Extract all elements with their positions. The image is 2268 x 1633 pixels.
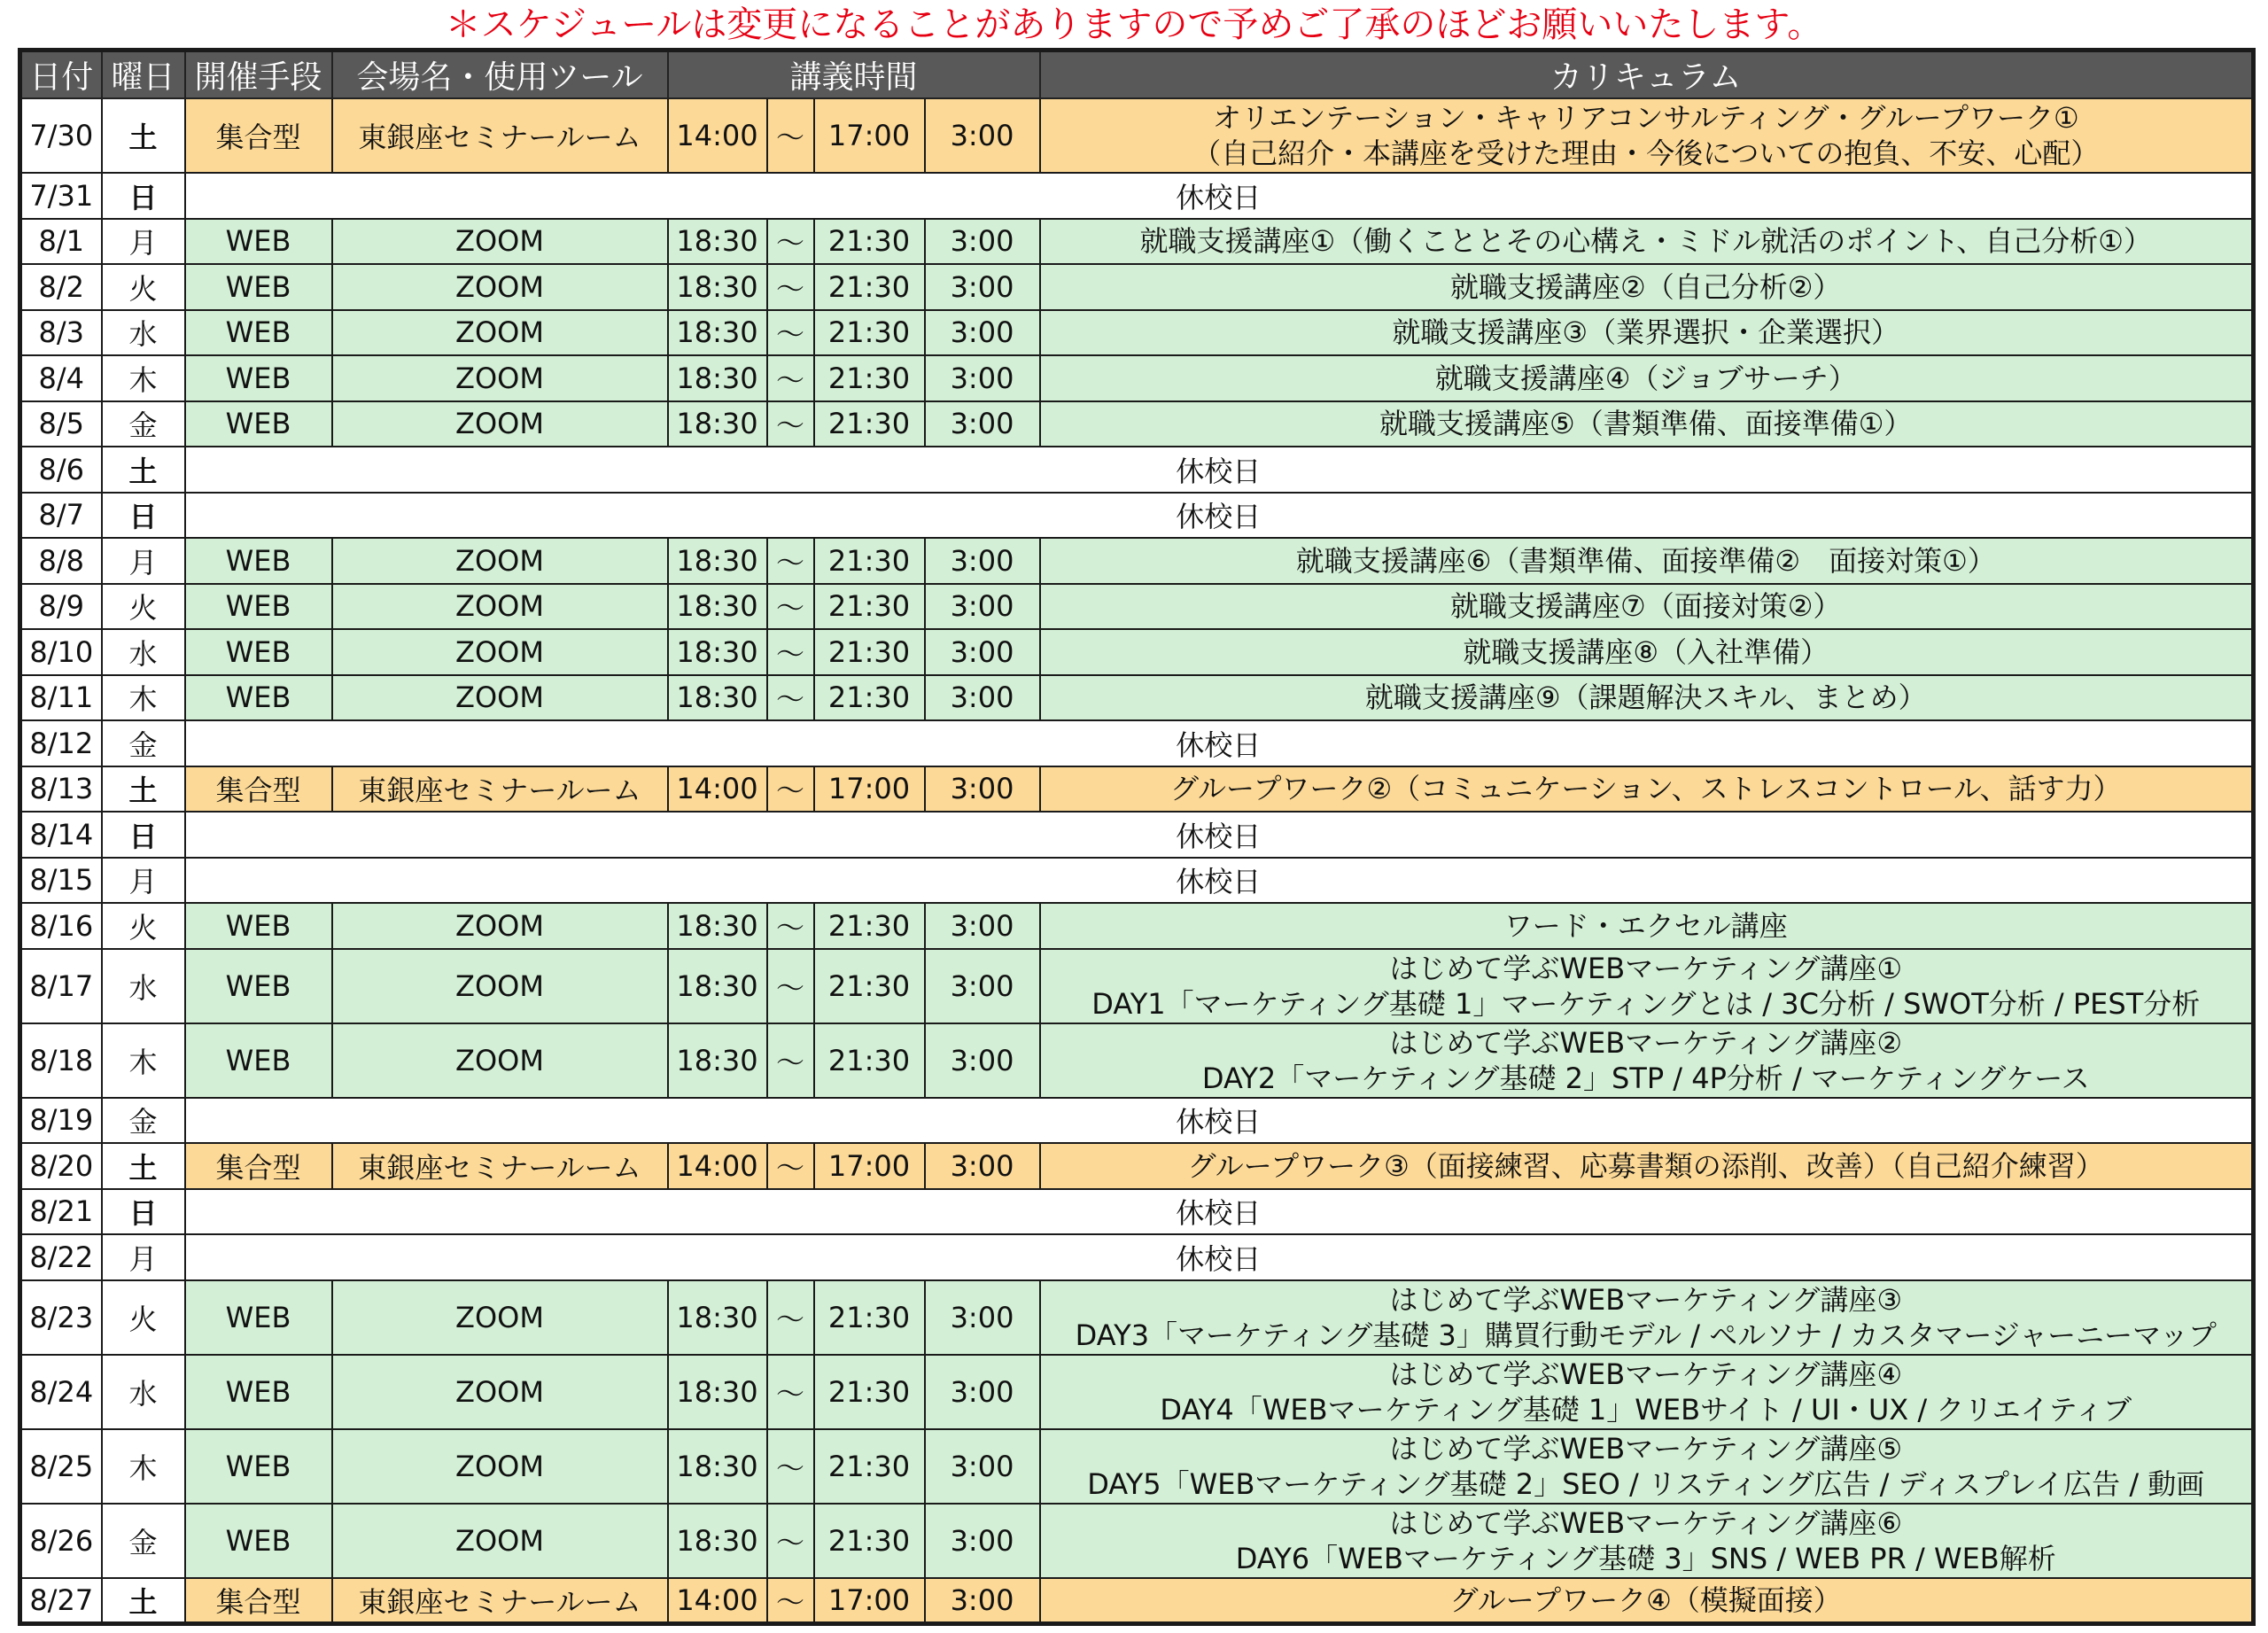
curriculum-line: DAY5「WEBマーケティング基礎 2」SEO / リスティング広告 / ディスプレイ広告 / 動画 <box>1087 1466 2205 1501</box>
weekday-cell: 木 <box>102 675 185 721</box>
curriculum-cell <box>1040 949 2254 1023</box>
time-separator: ～ <box>767 98 814 173</box>
duration-cell: 3:00 <box>925 766 1040 813</box>
curriculum-line: 就職支援講座②（自己分析②） <box>1450 269 1842 304</box>
end-time-cell: 21:30 <box>814 1355 925 1429</box>
schedule-row <box>20 98 2254 173</box>
duration-cell: 3:00 <box>925 401 1040 447</box>
start-time-cell: 14:00 <box>668 766 767 813</box>
duration-cell: 3:00 <box>925 1280 1040 1355</box>
venue-cell: 東銀座セミナールーム <box>332 766 668 813</box>
weekday-cell: 金 <box>102 720 185 766</box>
curriculum-cell <box>1040 98 2254 173</box>
end-time-cell: 17:00 <box>814 98 925 173</box>
date-cell: 8/7 <box>20 493 102 539</box>
schedule-rows <box>20 98 2254 1623</box>
start-time-cell: 18:30 <box>668 1023 767 1098</box>
schedule-row <box>20 1280 2254 1355</box>
start-time-cell: 18:30 <box>668 584 767 630</box>
curriculum-line: はじめて学ぶWEBマーケティング講座④ <box>1389 1357 1903 1391</box>
venue-cell: ZOOM <box>332 675 668 721</box>
time-separator: ～ <box>767 903 814 949</box>
date-cell: 8/20 <box>20 1143 102 1189</box>
curriculum-line: 就職支援講座⑧（入社準備） <box>1463 634 1829 669</box>
date-cell: 8/3 <box>20 310 102 356</box>
start-time-cell: 18:30 <box>668 264 767 310</box>
start-time-cell: 18:30 <box>668 629 767 675</box>
holiday-cell: 休校日 <box>185 173 2254 219</box>
end-time-cell: 21:30 <box>814 675 925 721</box>
header-row <box>20 51 2254 99</box>
date-cell: 8/19 <box>20 1098 102 1144</box>
weekday-cell: 土 <box>102 98 185 173</box>
end-time-cell: 21:30 <box>814 355 925 401</box>
schedule-row <box>20 447 2254 493</box>
holiday-cell: 休校日 <box>185 1234 2254 1280</box>
curriculum-line: 就職支援講座④（ジョブサーチ） <box>1434 361 1857 395</box>
date-cell: 8/26 <box>20 1504 102 1578</box>
curriculum-cell <box>1040 1280 2254 1355</box>
time-separator: ～ <box>767 1355 814 1429</box>
date-cell: 8/1 <box>20 219 102 265</box>
curriculum-line: はじめて学ぶWEBマーケティング講座② <box>1389 1025 1903 1060</box>
weekday-cell: 日 <box>102 493 185 539</box>
start-time-cell: 18:30 <box>668 538 767 584</box>
schedule-row <box>20 1189 2254 1235</box>
end-time-cell: 17:00 <box>814 1578 925 1624</box>
date-cell: 7/31 <box>20 173 102 219</box>
start-time-cell: 18:30 <box>668 675 767 721</box>
date-cell: 8/4 <box>20 355 102 401</box>
holiday-cell: 休校日 <box>185 858 2254 904</box>
venue-cell: ZOOM <box>332 949 668 1023</box>
time-separator: ～ <box>767 1429 814 1504</box>
curriculum-line: （自己紹介・本講座を受けた理由・今後についての抱負、不安、心配） <box>1192 136 2100 170</box>
header-time: 講義時間 <box>668 51 1040 99</box>
end-time-cell: 21:30 <box>814 1280 925 1355</box>
curriculum-cell <box>1040 1023 2254 1098</box>
start-time-cell: 18:30 <box>668 355 767 401</box>
schedule-row <box>20 173 2254 219</box>
date-cell: 8/15 <box>20 858 102 904</box>
curriculum-cell <box>1040 538 2254 584</box>
duration-cell: 3:00 <box>925 1143 1040 1189</box>
method-cell: WEB <box>185 219 332 265</box>
schedule-row <box>20 720 2254 766</box>
curriculum-cell <box>1040 219 2254 265</box>
weekday-cell: 土 <box>102 1143 185 1189</box>
curriculum-line: オリエンテーション・キャリアコンサルティング・グループワーク① <box>1212 101 2079 135</box>
start-time-cell: 18:30 <box>668 219 767 265</box>
start-time-cell: 18:30 <box>668 1280 767 1355</box>
start-time-cell: 18:30 <box>668 903 767 949</box>
holiday-cell: 休校日 <box>185 493 2254 539</box>
start-time-cell: 18:30 <box>668 310 767 356</box>
curriculum-line: グループワーク④（模擬面接） <box>1449 1582 1842 1617</box>
schedule-row <box>20 766 2254 813</box>
curriculum-cell <box>1040 629 2254 675</box>
date-cell: 8/14 <box>20 812 102 858</box>
date-cell: 8/27 <box>20 1578 102 1624</box>
time-separator: ～ <box>767 310 814 356</box>
end-time-cell: 21:30 <box>814 1504 925 1578</box>
schedule-table <box>18 48 2256 1626</box>
venue-cell: ZOOM <box>332 264 668 310</box>
duration-cell: 3:00 <box>925 1355 1040 1429</box>
weekday-cell: 日 <box>102 812 185 858</box>
date-cell: 8/24 <box>20 1355 102 1429</box>
schedule-row <box>20 1023 2254 1098</box>
curriculum-cell <box>1040 675 2254 721</box>
header-venue: 会場名・使用ツール <box>332 51 668 99</box>
curriculum-line: 就職支援講座③（業界選択・企業選択） <box>1392 315 1900 350</box>
start-time-cell: 18:30 <box>668 401 767 447</box>
end-time-cell: 17:00 <box>814 1143 925 1189</box>
method-cell: WEB <box>185 1280 332 1355</box>
date-cell: 8/21 <box>20 1189 102 1235</box>
time-separator: ～ <box>767 355 814 401</box>
curriculum-cell <box>1040 1143 2254 1189</box>
venue-cell: ZOOM <box>332 401 668 447</box>
schedule-row <box>20 1098 2254 1144</box>
venue-cell: ZOOM <box>332 1023 668 1098</box>
start-time-cell: 14:00 <box>668 98 767 173</box>
schedule-row <box>20 493 2254 539</box>
weekday-cell: 日 <box>102 1189 185 1235</box>
duration-cell: 3:00 <box>925 949 1040 1023</box>
duration-cell: 3:00 <box>925 264 1040 310</box>
curriculum-line: グループワーク②（コミュニケーション、ストレスコントロール、話す力） <box>1170 772 2122 806</box>
curriculum-cell <box>1040 584 2254 630</box>
venue-cell: 東銀座セミナールーム <box>332 1578 668 1624</box>
weekday-cell: 月 <box>102 219 185 265</box>
time-separator: ～ <box>767 264 814 310</box>
duration-cell: 3:00 <box>925 1429 1040 1504</box>
date-cell: 8/12 <box>20 720 102 766</box>
date-cell: 7/30 <box>20 98 102 173</box>
schedule-row <box>20 264 2254 310</box>
schedule-row <box>20 812 2254 858</box>
date-cell: 8/22 <box>20 1234 102 1280</box>
curriculum-line: DAY3「マーケティング基礎 3」購買行動モデル / ペルソナ / カスタマージャーニーマップ <box>1075 1318 2217 1352</box>
start-time-cell: 18:30 <box>668 1429 767 1504</box>
curriculum-cell <box>1040 903 2254 949</box>
method-cell: WEB <box>185 538 332 584</box>
venue-cell: ZOOM <box>332 1355 668 1429</box>
start-time-cell: 18:30 <box>668 1504 767 1578</box>
schedule-row <box>20 310 2254 356</box>
start-time-cell: 18:30 <box>668 949 767 1023</box>
time-separator: ～ <box>767 949 814 1023</box>
curriculum-line: DAY1「マーケティング基礎 1」マーケティングとは / 3C分析 / SWOT分析 / PEST分析 <box>1091 986 2201 1021</box>
method-cell: 集合型 <box>185 1143 332 1189</box>
start-time-cell: 18:30 <box>668 1355 767 1429</box>
weekday-cell: 月 <box>102 858 185 904</box>
weekday-cell: 土 <box>102 447 185 493</box>
weekday-cell: 金 <box>102 401 185 447</box>
time-separator: ～ <box>767 675 814 721</box>
header-weekday: 曜日 <box>102 51 185 99</box>
schedule-row <box>20 1429 2254 1504</box>
curriculum-cell <box>1040 1504 2254 1578</box>
schedule-row <box>20 858 2254 904</box>
weekday-cell: 水 <box>102 1355 185 1429</box>
method-cell: 集合型 <box>185 1578 332 1624</box>
duration-cell: 3:00 <box>925 629 1040 675</box>
schedule-row <box>20 949 2254 1023</box>
schedule-row <box>20 1504 2254 1578</box>
time-separator: ～ <box>767 766 814 813</box>
method-cell: WEB <box>185 1355 332 1429</box>
time-separator: ～ <box>767 1280 814 1355</box>
weekday-cell: 火 <box>102 264 185 310</box>
start-time-cell: 14:00 <box>668 1143 767 1189</box>
time-separator: ～ <box>767 1578 814 1624</box>
date-cell: 8/9 <box>20 584 102 630</box>
weekday-cell: 水 <box>102 310 185 356</box>
holiday-cell: 休校日 <box>185 1098 2254 1144</box>
method-cell: WEB <box>185 1504 332 1578</box>
schedule-row <box>20 675 2254 721</box>
duration-cell: 3:00 <box>925 219 1040 265</box>
end-time-cell: 21:30 <box>814 538 925 584</box>
date-cell: 8/11 <box>20 675 102 721</box>
curriculum-line: DAY6「WEBマーケティング基礎 3」SNS / WEB PR / WEB解析 <box>1235 1541 2056 1575</box>
duration-cell: 3:00 <box>925 538 1040 584</box>
curriculum-line: 就職支援講座⑨（課題解決スキル、まとめ） <box>1364 680 1927 715</box>
time-separator: ～ <box>767 629 814 675</box>
schedule-row <box>20 903 2254 949</box>
end-time-cell: 21:30 <box>814 1429 925 1504</box>
method-cell: WEB <box>185 903 332 949</box>
end-time-cell: 21:30 <box>814 584 925 630</box>
method-cell: WEB <box>185 675 332 721</box>
time-separator: ～ <box>767 1143 814 1189</box>
duration-cell: 3:00 <box>925 584 1040 630</box>
end-time-cell: 21:30 <box>814 1023 925 1098</box>
end-time-cell: 21:30 <box>814 310 925 356</box>
schedule-row <box>20 584 2254 630</box>
end-time-cell: 17:00 <box>814 766 925 813</box>
schedule-row <box>20 1578 2254 1624</box>
curriculum-line: 就職支援講座⑤（書類準備、面接準備①） <box>1379 407 1913 441</box>
duration-cell: 3:00 <box>925 675 1040 721</box>
venue-cell: ZOOM <box>332 219 668 265</box>
curriculum-line: 就職支援講座⑥（書類準備、面接準備② 面接対策①） <box>1295 543 1996 578</box>
venue-cell: ZOOM <box>332 1280 668 1355</box>
weekday-cell: 土 <box>102 766 185 813</box>
time-separator: ～ <box>767 1504 814 1578</box>
time-separator: ～ <box>767 538 814 584</box>
curriculum-line: 就職支援講座⑦（面接対策②） <box>1450 589 1842 624</box>
time-separator: ～ <box>767 1023 814 1098</box>
curriculum-cell <box>1040 310 2254 356</box>
holiday-cell: 休校日 <box>185 812 2254 858</box>
weekday-cell: 月 <box>102 1234 185 1280</box>
curriculum-line: はじめて学ぶWEBマーケティング講座③ <box>1389 1282 1903 1317</box>
end-time-cell: 21:30 <box>814 629 925 675</box>
time-separator: ～ <box>767 584 814 630</box>
venue-cell: ZOOM <box>332 355 668 401</box>
date-cell: 8/23 <box>20 1280 102 1355</box>
end-time-cell: 21:30 <box>814 903 925 949</box>
curriculum-line: ワード・エクセル講座 <box>1503 908 1788 943</box>
curriculum-cell <box>1040 1578 2254 1624</box>
schedule-row <box>20 629 2254 675</box>
holiday-cell: 休校日 <box>185 720 2254 766</box>
venue-cell: ZOOM <box>332 1429 668 1504</box>
venue-cell: ZOOM <box>332 538 668 584</box>
duration-cell: 3:00 <box>925 310 1040 356</box>
date-cell: 8/25 <box>20 1429 102 1504</box>
curriculum-cell <box>1040 1429 2254 1504</box>
venue-cell: ZOOM <box>332 629 668 675</box>
curriculum-cell <box>1040 401 2254 447</box>
date-cell: 8/2 <box>20 264 102 310</box>
end-time-cell: 21:30 <box>814 264 925 310</box>
weekday-cell: 水 <box>102 949 185 1023</box>
curriculum-line: DAY2「マーケティング基礎 2」STP / 4P分析 / マーケティングケース <box>1201 1061 2090 1095</box>
method-cell: WEB <box>185 949 332 1023</box>
date-cell: 8/5 <box>20 401 102 447</box>
schedule-row <box>20 401 2254 447</box>
venue-cell: ZOOM <box>332 1504 668 1578</box>
duration-cell: 3:00 <box>925 98 1040 173</box>
time-separator: ～ <box>767 219 814 265</box>
duration-cell: 3:00 <box>925 1504 1040 1578</box>
holiday-cell: 休校日 <box>185 1189 2254 1235</box>
venue-cell: 東銀座セミナールーム <box>332 98 668 173</box>
duration-cell: 3:00 <box>925 355 1040 401</box>
curriculum-cell <box>1040 264 2254 310</box>
duration-cell: 3:00 <box>925 903 1040 949</box>
method-cell: WEB <box>185 355 332 401</box>
method-cell: WEB <box>185 401 332 447</box>
date-cell: 8/18 <box>20 1023 102 1098</box>
curriculum-cell <box>1040 355 2254 401</box>
weekday-cell: 金 <box>102 1098 185 1144</box>
date-cell: 8/16 <box>20 903 102 949</box>
weekday-cell: 月 <box>102 538 185 584</box>
curriculum-cell <box>1040 766 2254 813</box>
curriculum-line: はじめて学ぶWEBマーケティング講座⑥ <box>1389 1505 1903 1540</box>
method-cell: WEB <box>185 584 332 630</box>
method-cell: WEB <box>185 264 332 310</box>
end-time-cell: 21:30 <box>814 219 925 265</box>
header-curriculum: カリキュラム <box>1040 51 2254 99</box>
weekday-cell: 金 <box>102 1504 185 1578</box>
schedule-row <box>20 1355 2254 1429</box>
method-cell: WEB <box>185 1429 332 1504</box>
start-time-cell: 14:00 <box>668 1578 767 1624</box>
schedule-row <box>20 538 2254 584</box>
weekday-cell: 火 <box>102 903 185 949</box>
holiday-cell: 休校日 <box>185 447 2254 493</box>
end-time-cell: 21:30 <box>814 401 925 447</box>
date-cell: 8/13 <box>20 766 102 813</box>
venue-cell: 東銀座セミナールーム <box>332 1143 668 1189</box>
curriculum-line: グループワーク③（面接練習、応募書類の添削、改善）（自己紹介練習） <box>1187 1148 2104 1183</box>
weekday-cell: 木 <box>102 355 185 401</box>
schedule-row <box>20 219 2254 265</box>
schedule-row <box>20 1143 2254 1189</box>
date-cell: 8/6 <box>20 447 102 493</box>
curriculum-cell <box>1040 1355 2254 1429</box>
time-separator: ～ <box>767 401 814 447</box>
date-cell: 8/17 <box>20 949 102 1023</box>
header-date: 日付 <box>20 51 102 99</box>
weekday-cell: 火 <box>102 584 185 630</box>
curriculum-line: はじめて学ぶWEBマーケティング講座① <box>1389 951 1903 985</box>
method-cell: 集合型 <box>185 766 332 813</box>
schedule-change-notice: ＊スケジュールは変更になることがありますので予めご了承のほどお願いいたします。 <box>445 4 1823 45</box>
method-cell: WEB <box>185 1023 332 1098</box>
end-time-cell: 21:30 <box>814 949 925 1023</box>
curriculum-line: 就職支援講座①（働くこととその心構え・ミドル就活のポイント、自己分析①） <box>1139 224 2152 259</box>
method-cell: WEB <box>185 310 332 356</box>
weekday-cell: 日 <box>102 173 185 219</box>
venue-cell: ZOOM <box>332 584 668 630</box>
weekday-cell: 土 <box>102 1578 185 1624</box>
venue-cell: ZOOM <box>332 903 668 949</box>
weekday-cell: 木 <box>102 1429 185 1504</box>
method-cell: 集合型 <box>185 98 332 173</box>
date-cell: 8/8 <box>20 538 102 584</box>
schedule-row <box>20 1234 2254 1280</box>
weekday-cell: 水 <box>102 629 185 675</box>
method-cell: WEB <box>185 629 332 675</box>
schedule-row <box>20 355 2254 401</box>
weekday-cell: 火 <box>102 1280 185 1355</box>
header-method: 開催手段 <box>185 51 332 99</box>
duration-cell: 3:00 <box>925 1578 1040 1624</box>
date-cell: 8/10 <box>20 629 102 675</box>
curriculum-line: DAY4「WEBマーケティング基礎 1」WEBサイト / UI・UX / クリエイティブ <box>1160 1392 2132 1427</box>
duration-cell: 3:00 <box>925 1023 1040 1098</box>
venue-cell: ZOOM <box>332 310 668 356</box>
weekday-cell: 木 <box>102 1023 185 1098</box>
curriculum-line: はじめて学ぶWEBマーケティング講座⑤ <box>1389 1431 1903 1466</box>
